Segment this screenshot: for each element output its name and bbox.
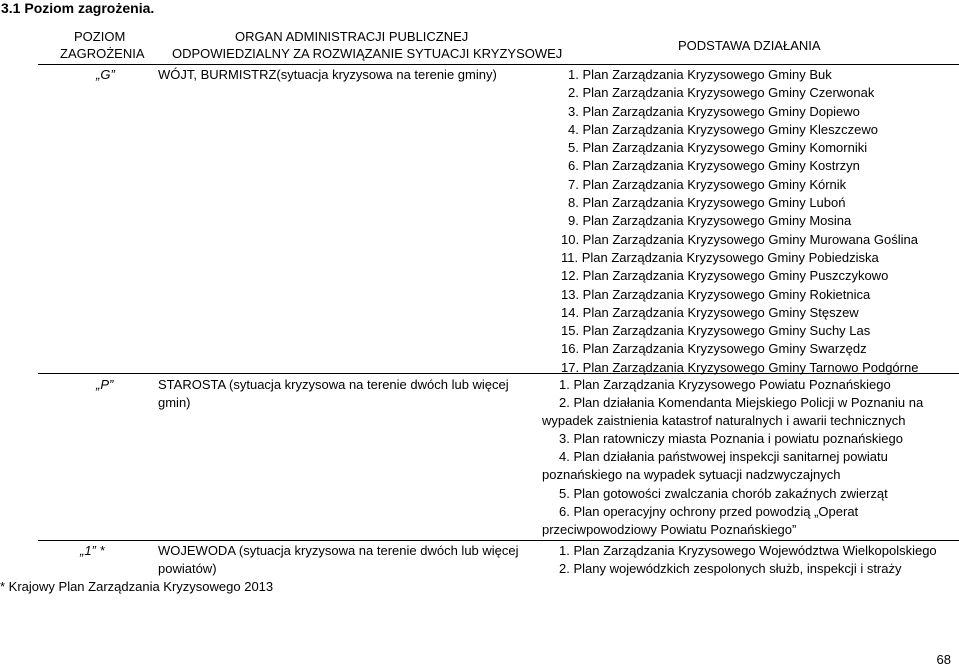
list-item: 17. Plan Zarządzania Kryzysowego Gminy Tarnowo Podgórne [561, 359, 919, 375]
list-item: 4. Plan Zarządzania Kryzysowego Gminy Kleszczewo [568, 121, 878, 137]
list-item: 5. Plan gotowości zwalczania chorób zakaźnych zwierząt [559, 485, 888, 501]
basis-list-p [542, 376, 947, 539]
list-item: 4. Plan działania państwowej inspekcji sanitarnej powiatu poznańskiego na wypadek sytuacji nadzwyczajnych [542, 449, 888, 483]
list-item: 2. Plan Zarządzania Kryzysowego Gminy Czerwonak [568, 85, 875, 101]
list-item: 2. Plan działania Komendanta Miejskiego Policji w Poznaniu na wypadek zaistnienia katastrof naturalnych i awarii technicznych [542, 395, 924, 429]
page-number: 68 [936, 652, 951, 667]
table-header-rule [38, 64, 959, 65]
header-basis: PODSTAWA DZIAŁANIA [678, 38, 821, 53]
level-p: „P” [96, 377, 114, 392]
organ-p: STAROSTA (sytuacja kryzysowa na terenie dwóch lub więcej gmin) [158, 377, 509, 410]
list-item: 3. Plan ratowniczy miasta Poznania i powiatu poznańskiego [559, 431, 903, 447]
list-item: 1. Plan Zarządzania Kryzysowego Gminy Buk [568, 67, 832, 82]
list-item: 12. Plan Zarządzania Kryzysowego Gminy Puszczykowo [561, 268, 889, 284]
organ-g: WÓJT, BURMISTRZ(sytuacja kryzysowa na terenie gminy) [158, 67, 497, 82]
list-item: 9. Plan Zarządzania Kryzysowego Gminy Mosina [568, 213, 852, 229]
header-level-line1: POZIOM [74, 29, 126, 44]
list-item: 7. Plan Zarządzania Kryzysowego Gminy Kórnik [568, 176, 847, 192]
basis-list-g [561, 66, 953, 377]
list-item: 11. Plan Zarządzania Kryzysowego Gminy Pobiedziska [561, 249, 879, 265]
section-title: 3.1 Poziom zagrożenia. [1, 0, 155, 16]
header-level-line2: ZAGROŻENIA [60, 46, 145, 61]
level-g: „G” [96, 67, 115, 82]
list-item: 2. Plany wojewódzkich zespolonych służb, inspekcji i straży [559, 561, 902, 577]
list-item: 6. Plan operacyjny ochrony przed powodzią „Operat przeciwpowodziowy Powiatu Poznańskiego” [542, 503, 859, 537]
list-item: 10. Plan Zarządzania Kryzysowego Gminy Murowana Goślina [561, 231, 918, 247]
list-item: 5. Plan Zarządzania Kryzysowego Gminy Komorniki [568, 140, 868, 156]
list-item: 1. Plan Zarządzania Kryzysowego Województwa Wielkopolskiego [559, 543, 937, 558]
list-item: 3. Plan Zarządzania Kryzysowego Gminy Dopiewo [568, 103, 860, 119]
list-item: 15. Plan Zarządzania Kryzysowego Gminy Suchy Las [561, 323, 871, 339]
list-item: 14. Plan Zarządzania Kryzysowego Gminy Stęszew [561, 304, 859, 320]
list-item: 16. Plan Zarządzania Kryzysowego Gminy Swarzędz [561, 341, 867, 357]
table-row-rule-p [38, 540, 959, 541]
basis-list-1 [559, 542, 954, 579]
footnote: * Krajowy Plan Zarządzania Kryzysowego 2013 [0, 579, 274, 594]
list-item: 1. Plan Zarządzania Kryzysowego Powiatu Poznańskiego [559, 377, 891, 392]
header-organ-line2: ODPOWIEDZIALNY ZA ROZWIĄZANIE SYTUACJI KRYZYSOWEJ [172, 46, 563, 61]
organ-1: WOJEWODA (sytuacja kryzysowa na terenie dwóch lub więcej powiatów) [158, 543, 519, 576]
list-item: 8. Plan Zarządzania Kryzysowego Gminy Luboń [568, 195, 846, 211]
list-item: 6. Plan Zarządzania Kryzysowego Gminy Kostrzyn [568, 158, 860, 174]
level-1: „1” * [80, 543, 105, 558]
header-organ-line1: ORGAN ADMINISTRACJI PUBLICZNEJ [235, 29, 469, 44]
list-item: 13. Plan Zarządzania Kryzysowego Gminy Rokietnica [561, 286, 871, 302]
